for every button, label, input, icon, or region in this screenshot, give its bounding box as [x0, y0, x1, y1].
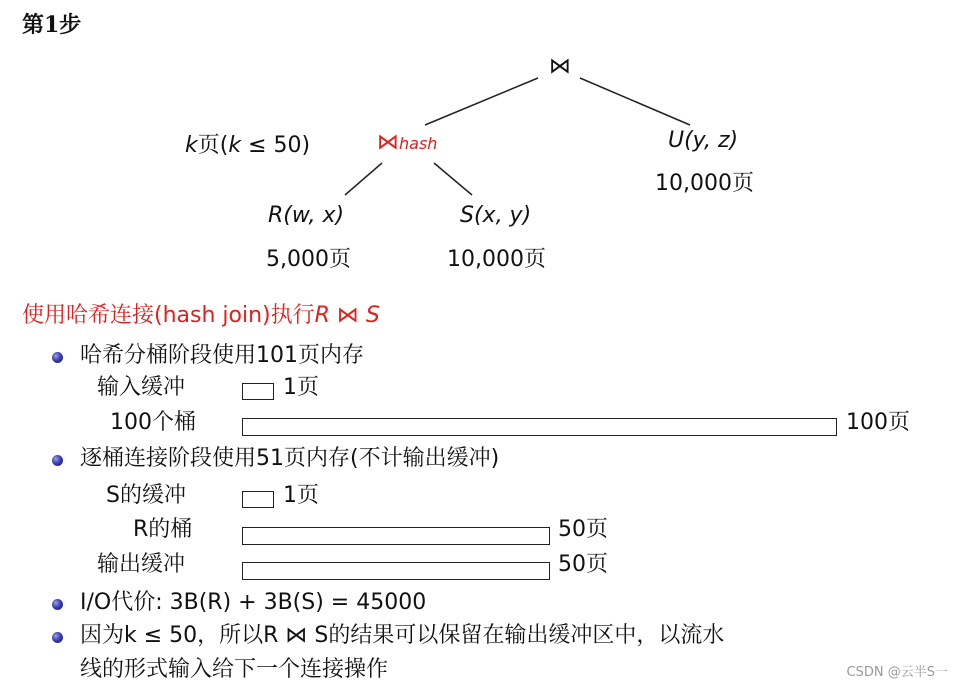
- node-u-pages: 10,000页: [655, 171, 754, 196]
- output-buffer-size: 50页: [558, 552, 608, 577]
- root-join-symbol: ⋈: [549, 54, 571, 79]
- s-buffer-size: 1页: [283, 483, 319, 508]
- left-note-prefix: k: [185, 133, 198, 158]
- hash-join-node: [377, 130, 437, 155]
- edge-hash-s: [434, 163, 472, 195]
- node-s-pages: 10,000页: [447, 247, 546, 272]
- left-note-var: k: [228, 133, 242, 158]
- section-heading-text: 使用哈希连接(hash join)执行: [22, 303, 315, 328]
- node-r-label: R(w, x): [268, 203, 345, 228]
- input-buffer-size: 1页: [283, 375, 319, 400]
- watermark: CSDN @云半S一: [846, 665, 948, 680]
- edge-hash-r: [345, 163, 382, 195]
- bullet-join-phase: 逐桶连接阶段使用51页内存(不计输出缓冲): [80, 446, 500, 471]
- left-page-note: [185, 128, 310, 159]
- bullet-icon: [52, 455, 63, 466]
- left-note-mid: 页(: [197, 133, 229, 158]
- bullet-pipeline-line1: 因为k ≤ 50，所以R ⋈ S的结果可以保留在输出缓冲区中，以流水: [80, 623, 725, 648]
- buckets-box: [242, 418, 837, 436]
- output-buffer-label: 输出缓冲: [97, 552, 186, 577]
- r-bucket-box: [242, 527, 550, 545]
- buckets-label: 100个桶: [110, 410, 196, 435]
- r-bucket-label: R的桶: [133, 517, 193, 542]
- edge-root-u: [580, 78, 690, 125]
- s-buffer-box: [242, 491, 274, 508]
- bullet-icon: [52, 599, 63, 610]
- section-heading-expr: R ⋈ S: [314, 303, 380, 328]
- bullet-icon: [52, 632, 63, 643]
- hash-join-subscript: hash: [399, 134, 438, 153]
- edge-root-hash: [425, 78, 538, 125]
- bullet-pipeline-line2: 线的形式输入给下一个连接操作: [80, 657, 389, 682]
- hash-join-symbol: ⋈: [377, 130, 399, 155]
- node-r-pages: 5,000页: [266, 247, 351, 272]
- buckets-size: 100页: [846, 410, 910, 435]
- node-u-label: U(y, z): [668, 128, 739, 153]
- output-buffer-box: [242, 562, 550, 580]
- left-note-rest: ≤ 50): [241, 133, 311, 158]
- r-bucket-size: 50页: [558, 517, 608, 542]
- bullet-icon: [52, 352, 63, 363]
- s-buffer-label: S的缓冲: [106, 483, 186, 508]
- page-title: 第1步: [22, 12, 82, 38]
- input-buffer-label: 输入缓冲: [97, 375, 186, 400]
- bullet-io-cost: I/O代价: 3B(R) + 3B(S) = 45000: [80, 590, 427, 615]
- bullet-hash-phase: 哈希分桶阶段使用101页内存: [80, 343, 364, 368]
- section-heading: [22, 298, 380, 329]
- input-buffer-box: [242, 383, 274, 400]
- node-s-label: S(x, y): [460, 203, 532, 228]
